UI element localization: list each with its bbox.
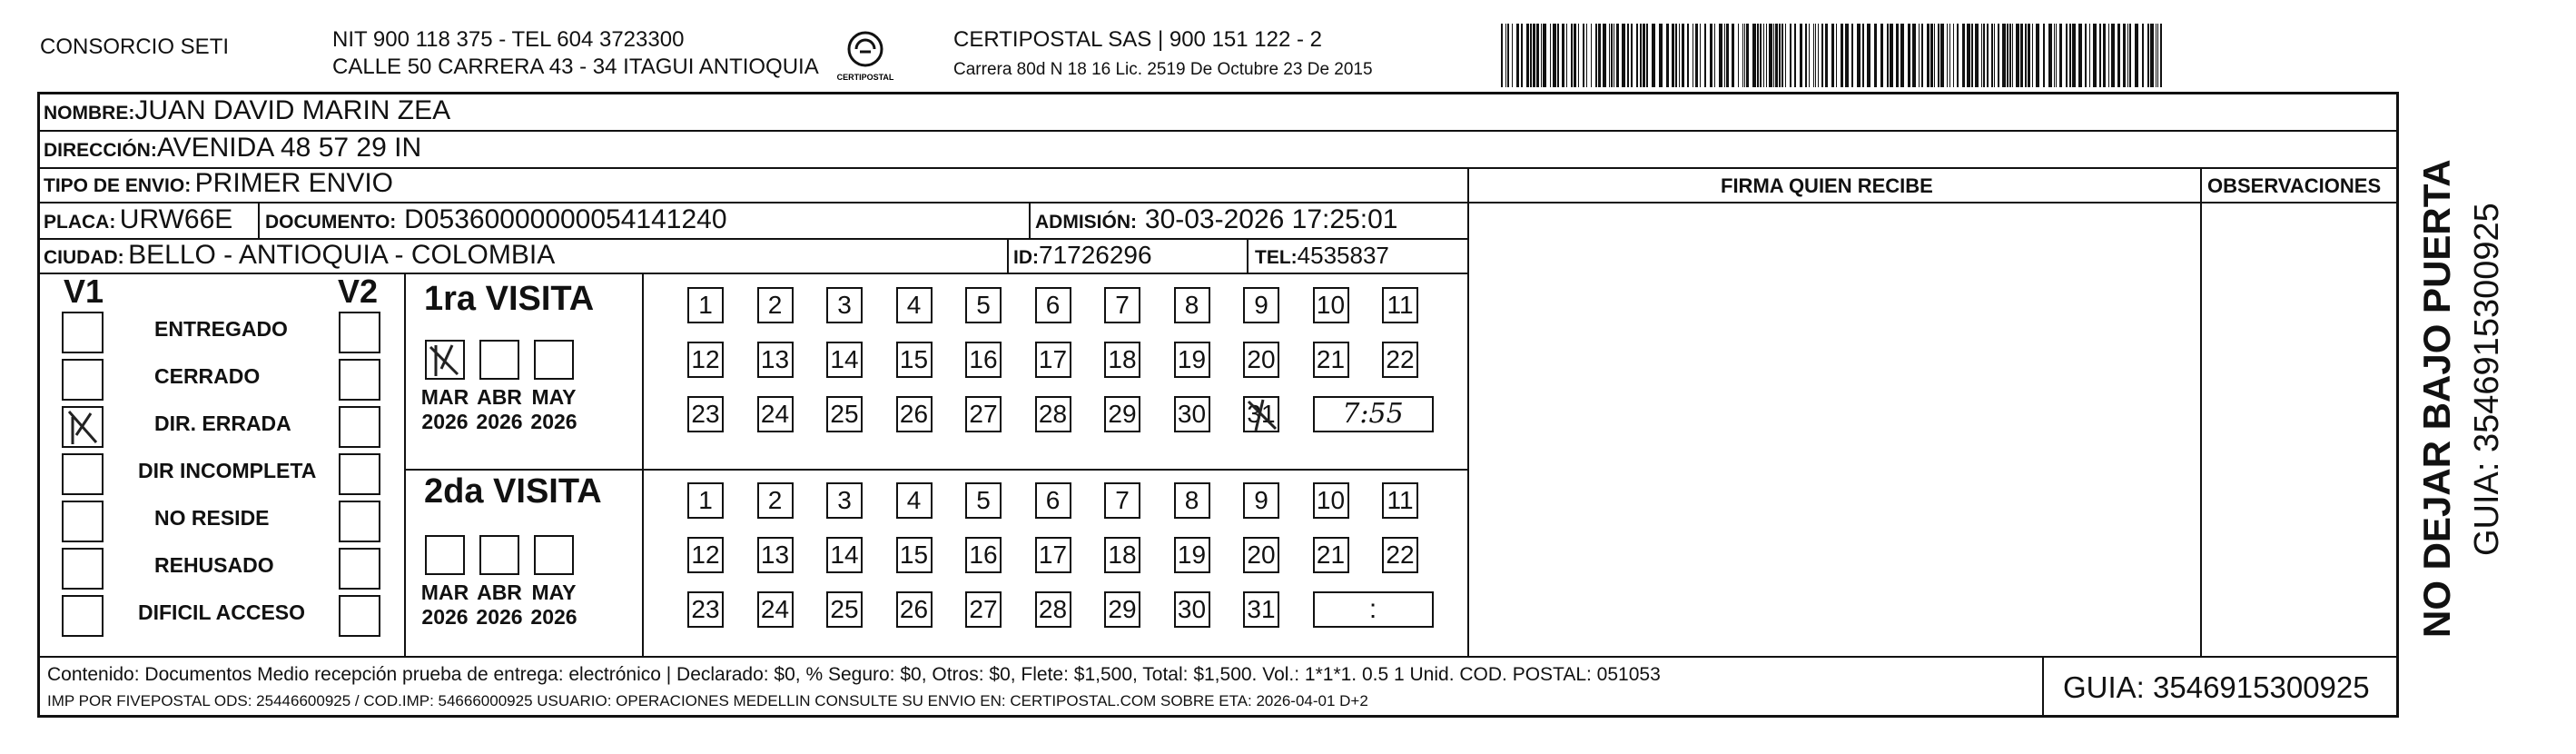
day-checkbox[interactable]: 15: [896, 342, 933, 378]
month-label: MAY 2026: [530, 580, 577, 629]
day-checkbox[interactable]: 16: [965, 342, 1002, 378]
day-checkbox[interactable]: 5: [965, 482, 1002, 519]
footer-imp: IMP POR FIVEPOSTAL ODS: 25446600925 / COD.IMP: 54666000925 USUARIO: OPERACIONES MEDELLIN CONSULTE SU ENVIO EN: CERTIPOSTAL.COM SOBRE ETA: 2026-04-01 D+2: [47, 692, 1368, 709]
day-checkbox[interactable]: 1: [687, 482, 724, 519]
day-checkbox[interactable]: 2: [757, 287, 794, 323]
reason-label: ENTREGADO: [154, 317, 288, 341]
documento-value: D05360000000054141240: [404, 204, 727, 234]
direccion-value: AVENIDA 48 57 29 IN: [156, 133, 422, 163]
v1-header: V1: [64, 273, 104, 310]
day-checkbox[interactable]: 12: [687, 537, 724, 573]
month-label: MAR 2026: [420, 580, 469, 629]
v2-checkbox[interactable]: [339, 595, 380, 637]
direccion-row: DIRECCIÓN:AVENIDA 48 57 29 IN: [44, 133, 422, 163]
day-checkbox[interactable]: 4: [896, 287, 933, 323]
reason-label: REHUSADO: [154, 553, 274, 577]
license-line: Carrera 80d N 18 16 Lic. 2519 De Octubre 23 De 2015: [953, 60, 1373, 79]
footer-contenido: Contenido: Documentos Medio recepción prueba de entrega: electrónico | Declarado: $0, % Seguro: $0, Otros: $0, Flete: $1,500, Total: $1,500. Vol.: 1*1*1. 0.5 1 Unid. COD. POSTAL: 051053: [47, 664, 1661, 685]
v2-checkbox[interactable]: [339, 312, 380, 353]
day-checkbox[interactable]: 16: [965, 537, 1002, 573]
month-checkbox[interactable]: [534, 535, 574, 575]
month-checkbox[interactable]: [425, 535, 465, 575]
day-checkbox[interactable]: 19: [1174, 342, 1210, 378]
day-checkbox[interactable]: 14: [826, 342, 863, 378]
month-checkbox[interactable]: [479, 340, 519, 380]
nombre-value: JUAN DAVID MARIN ZEA: [134, 95, 451, 125]
day-checkbox[interactable]: 11: [1382, 287, 1418, 323]
v1-checkbox[interactable]: [62, 406, 104, 448]
month-label: ABR 2026: [476, 580, 523, 629]
day-checkbox[interactable]: 26: [896, 591, 933, 628]
visit1-title: 1ra VISITA: [424, 280, 595, 318]
placa-value: URW66E: [119, 204, 233, 234]
day-checkbox[interactable]: 26: [896, 396, 933, 432]
day-checkbox[interactable]: 7: [1104, 482, 1140, 519]
day-checkbox[interactable]: 3: [826, 482, 863, 519]
day-checkbox[interactable]: 29: [1104, 591, 1140, 628]
day-checkbox[interactable]: 20: [1243, 537, 1279, 573]
certipostal-logo: [835, 27, 895, 84]
v1-checkbox[interactable]: [62, 501, 104, 542]
day-checkbox[interactable]: 7: [1104, 287, 1140, 323]
tipo-envio-row: TIPO DE ENVIO: PRIMER ENVIO: [44, 168, 394, 198]
reason-label: DIFICIL ACCESO: [138, 600, 306, 624]
day-checkbox[interactable]: 21: [1313, 342, 1349, 378]
time-box[interactable]: 7:55: [1313, 396, 1434, 432]
v1-checkbox[interactable]: [62, 453, 104, 495]
day-checkbox[interactable]: 4: [896, 482, 933, 519]
v2-checkbox[interactable]: [339, 501, 380, 542]
firma-header: FIRMA QUIEN RECIBE: [1721, 174, 1933, 197]
side-guia: GUIA: 3546915300925: [2468, 203, 2506, 556]
v2-header: V2: [338, 273, 379, 310]
company-name: CONSORCIO SETI: [40, 35, 230, 59]
day-checkbox[interactable]: 25: [826, 396, 863, 432]
day-checkbox[interactable]: 13: [757, 342, 794, 378]
reason-label: DIR INCOMPLETA: [138, 459, 317, 482]
day-checkbox[interactable]: 18: [1104, 342, 1140, 378]
day-checkbox[interactable]: 11: [1382, 482, 1418, 519]
day-checkbox[interactable]: 6: [1035, 287, 1071, 323]
time-box[interactable]: :: [1313, 591, 1434, 628]
day-checkbox[interactable]: 9: [1243, 287, 1279, 323]
day-checkbox[interactable]: 15: [896, 537, 933, 573]
day-checkbox[interactable]: 22: [1382, 537, 1418, 573]
day-checkbox[interactable]: 17: [1035, 537, 1071, 573]
tel-value: 4535837: [1297, 242, 1389, 269]
v2-checkbox[interactable]: [339, 453, 380, 495]
v2-checkbox[interactable]: [339, 406, 380, 448]
v2-checkbox[interactable]: [339, 359, 380, 401]
v1-checkbox[interactable]: [62, 595, 104, 637]
ciudad-value: BELLO - ANTIOQUIA - COLOMBIA: [128, 240, 556, 270]
day-checkbox[interactable]: 12: [687, 342, 724, 378]
day-checkbox[interactable]: 23: [687, 396, 724, 432]
ciudad-row: CIUDAD: BELLO - ANTIOQUIA - COLOMBIA: [44, 240, 556, 270]
day-checkbox[interactable]: 24: [757, 396, 794, 432]
day-checkbox[interactable]: 30: [1174, 396, 1210, 432]
admision-row: ADMISIÓN: 30-03-2026 17:25:01: [1035, 204, 1398, 234]
day-checkbox[interactable]: 24: [757, 591, 794, 628]
day-checkbox[interactable]: 28: [1035, 396, 1071, 432]
v1-checkbox[interactable]: [62, 359, 104, 401]
day-checkbox[interactable]: 1: [687, 287, 724, 323]
month-label: ABR 2026: [476, 385, 523, 433]
day-checkbox[interactable]: 17: [1035, 342, 1071, 378]
day-checkbox[interactable]: 23: [687, 591, 724, 628]
day-checkbox[interactable]: 9: [1243, 482, 1279, 519]
tel-row: TEL:4535837: [1255, 242, 1389, 269]
day-checkbox[interactable]: 21: [1313, 537, 1349, 573]
day-checkbox[interactable]: 25: [826, 591, 863, 628]
certipostal-line: CERTIPOSTAL SAS | 900 151 122 - 2: [953, 27, 1322, 52]
month-checkbox[interactable]: [534, 340, 574, 380]
day-checkbox[interactable]: 31: [1243, 591, 1279, 628]
month-checkbox[interactable]: [479, 535, 519, 575]
address-line: CALLE 50 CARRERA 43 - 34 ITAGUI ANTIOQUIA: [332, 55, 819, 79]
footer-guia: GUIA: 3546915300925: [2063, 670, 2370, 704]
day-checkbox[interactable]: 2: [757, 482, 794, 519]
v1-checkbox[interactable]: [62, 548, 104, 590]
v1-checkbox[interactable]: [62, 312, 104, 353]
month-label: MAY 2026: [530, 385, 577, 433]
id-row: ID:71726296: [1013, 241, 1152, 269]
documento-row: DOCUMENTO: D05360000000054141240: [265, 204, 727, 234]
day-checkbox[interactable]: 8: [1174, 287, 1210, 323]
month-label: MAR 2026: [420, 385, 469, 433]
day-checkbox[interactable]: 30: [1174, 591, 1210, 628]
day-checkbox[interactable]: 6: [1035, 482, 1071, 519]
day-checkbox[interactable]: 5: [965, 287, 1002, 323]
day-checkbox[interactable]: 10: [1313, 287, 1349, 323]
day-checkbox[interactable]: 27: [965, 591, 1002, 628]
tipo-envio-value: PRIMER ENVIO: [194, 168, 394, 198]
svg-text:CERTIPOSTAL: CERTIPOSTAL: [836, 73, 894, 82]
reason-label: NO RESIDE: [154, 506, 270, 530]
placa-row: PLACA: URW66E: [44, 204, 233, 234]
day-checkbox[interactable]: 29: [1104, 396, 1140, 432]
day-checkbox[interactable]: 31: [1243, 396, 1279, 432]
barcode: [1501, 24, 2166, 87]
observaciones-header: OBSERVACIONES: [2207, 174, 2382, 197]
day-checkbox[interactable]: 22: [1382, 342, 1418, 378]
day-checkbox[interactable]: 13: [757, 537, 794, 573]
day-checkbox[interactable]: 18: [1104, 537, 1140, 573]
reason-label: DIR. ERRADA: [154, 412, 291, 435]
visit2-title: 2da VISITA: [424, 472, 602, 511]
day-checkbox[interactable]: 3: [826, 287, 863, 323]
day-checkbox[interactable]: 19: [1174, 537, 1210, 573]
v2-checkbox[interactable]: [339, 548, 380, 590]
nombre-row: NOMBRE:JUAN DAVID MARIN ZEA: [44, 95, 451, 125]
day-checkbox[interactable]: 10: [1313, 482, 1349, 519]
day-checkbox[interactable]: 27: [965, 396, 1002, 432]
no-dejar-bajo-puerta: NO DEJAR BAJO PUERTA: [2415, 159, 2458, 638]
day-checkbox[interactable]: 20: [1243, 342, 1279, 378]
day-checkbox[interactable]: 8: [1174, 482, 1210, 519]
day-checkbox[interactable]: 14: [826, 537, 863, 573]
month-checkbox[interactable]: [425, 340, 465, 380]
id-value: 71726296: [1039, 241, 1152, 269]
reason-label: CERRADO: [154, 364, 261, 388]
nit-line: NIT 900 118 375 - TEL 604 3723300: [332, 27, 685, 52]
admision-value: 30-03-2026 17:25:01: [1144, 204, 1398, 234]
day-checkbox[interactable]: 28: [1035, 591, 1071, 628]
